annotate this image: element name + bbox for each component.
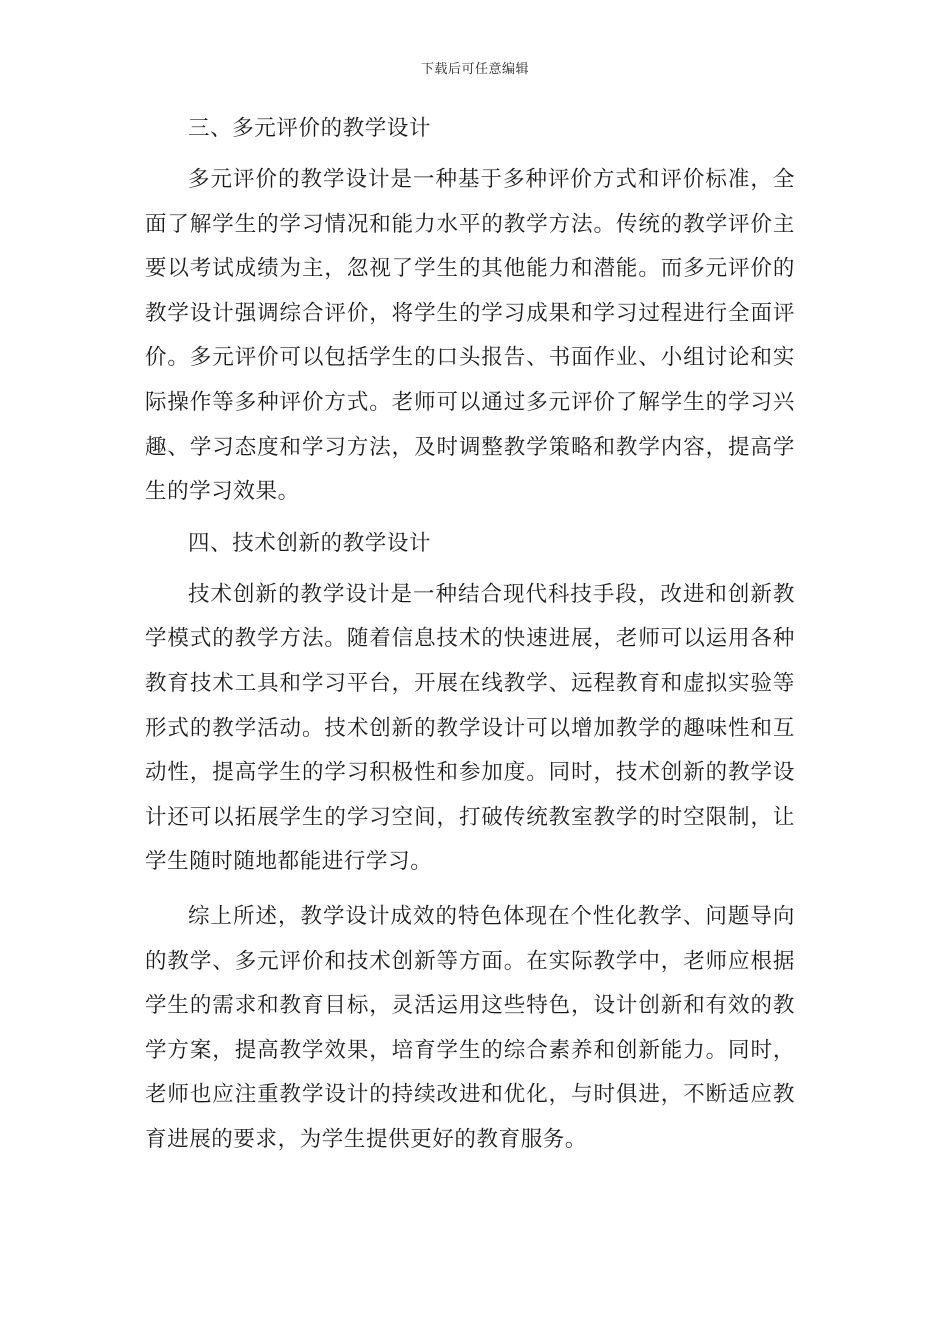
conclusion-paragraph: 综上所述，教学设计成效的特色体现在个性化教学、问题导向的教学、多元评价和技术创新等方面。在实际教学中，老师应根据学生的需求和教育目标，灵活运用这些特色，设计创新和有效的教学方案，提高教学效果，培育学生的综合素养和创新能力。同时，老师也应注重教学设计的持续改进和优化，与时俱进，不断适应教育进展的要求，为学生提供更好的教育服务。 xyxy=(145,903,795,1152)
header-note: 下载后可任意编辑 xyxy=(420,62,529,77)
section-paragraph-4: 技术创新的教学设计是一种结合现代科技手段，改进和创新教学模式的教学方法。随着信息技术的快速进展，老师可以运用各种教育技术工具和学习平台，开展在线教学、远程教育和虚拟实验等形式的教学活动。技术创新的教学设计可以增加教学的趣味性和互动性，提高学生的学习积极性和参加度。同时，技术创新的教学设计还可以拓展学生的学习空间，打破传统教室教学的时空限制，让学生随时随地都能进行学习。 xyxy=(145,581,795,875)
document-body xyxy=(145,110,795,1162)
section-paragraph-3: 多元评价的教学设计是一种基于多种评价方式和评价标准，全面了解学生的学习情况和能力水平的教学方法。传统的教学评价主要以考试成绩为主，忽视了学生的其他能力和潜能。而多元评价的教学设计强调综合评价，将学生的学习成果和学习过程进行全面评价。多元评价可以包括学生的口头报告、书面作业、小组讨论和实际操作等多种评价方式。老师可以通过多元评价了解学生的学习兴趣、学习态度和学习方法，及时调整教学策略和教学内容，提高学生的学习效果。 xyxy=(145,167,795,505)
section-heading-3: 三、多元评价的教学设计 xyxy=(188,116,432,141)
section-heading-4: 四、技术创新的教学设计 xyxy=(188,530,432,556)
